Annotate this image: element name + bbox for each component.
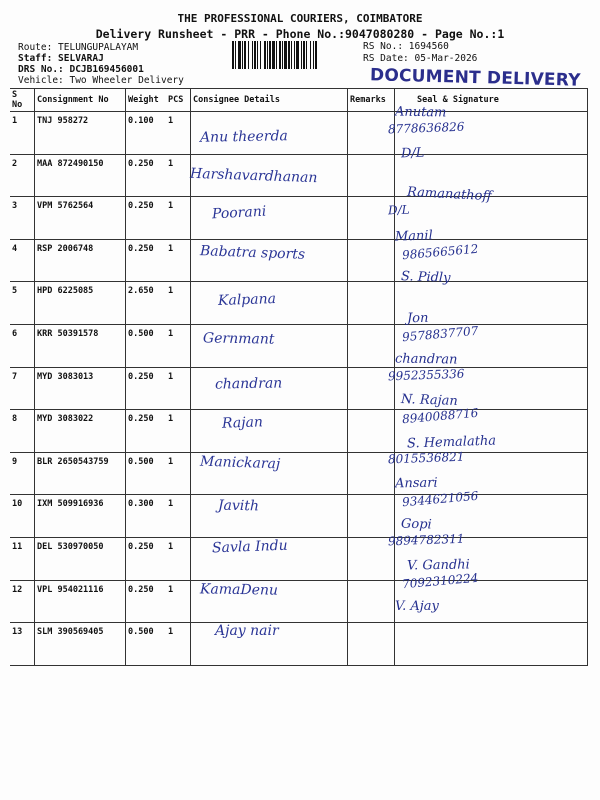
cell-weight: 0.250 bbox=[126, 367, 167, 410]
handwritten-consignee: Harshavardhanan bbox=[189, 165, 318, 187]
cell-consignment: MAA 872490150 bbox=[35, 154, 126, 197]
cell-remarks bbox=[348, 623, 395, 666]
staff-label: Staff: SELVARAJ bbox=[18, 53, 104, 64]
rs-date: RS Date: 05-Mar-2026 bbox=[363, 53, 478, 64]
handwritten-phone: 9952355336 bbox=[387, 366, 465, 384]
handwritten-phone: 9578837707 bbox=[401, 323, 479, 345]
cell-consignee-cell bbox=[191, 410, 348, 453]
handwritten-phone: 8778636826 bbox=[387, 119, 465, 137]
cell-consignment: BLR 2650543759 bbox=[35, 452, 126, 495]
col-consignment: Consignment No bbox=[35, 89, 126, 112]
cell-pcs: 1 bbox=[166, 282, 191, 325]
cell-weight: 0.250 bbox=[126, 197, 167, 240]
handwritten-phone: 9865665612 bbox=[401, 241, 479, 262]
cell-consignment: VPM 5762564 bbox=[35, 197, 126, 240]
runsheet-subtitle: Delivery Runsheet - PRR - Phone No.:9047080280 - Page No.:1 bbox=[95, 27, 505, 41]
handwritten-phone: 9894782311 bbox=[387, 531, 465, 549]
drs-label: DRS No.: DCJB169456001 bbox=[18, 64, 144, 75]
cell-sno: 6 bbox=[10, 324, 35, 367]
cell-sno: 4 bbox=[10, 239, 35, 282]
cell-consignment: HPD 6225085 bbox=[35, 282, 126, 325]
signature: chandran bbox=[394, 351, 458, 368]
handwritten-consignee: Gernmant bbox=[202, 330, 275, 348]
handwritten-consignee: chandran bbox=[214, 375, 283, 393]
cell-weight: 0.500 bbox=[126, 623, 167, 666]
cell-pcs: 1 bbox=[166, 580, 191, 623]
handwritten-consignee: Savla Indu bbox=[211, 537, 288, 557]
cell-weight: 0.250 bbox=[126, 239, 167, 282]
cell-remarks bbox=[348, 580, 395, 623]
cell-remarks bbox=[348, 154, 395, 197]
table-row bbox=[10, 367, 588, 410]
rs-number: RS No.: 1694560 bbox=[363, 41, 449, 52]
cell-pcs: 1 bbox=[166, 154, 191, 197]
cell-weight: 0.100 bbox=[126, 112, 167, 155]
cell-seal bbox=[395, 623, 588, 666]
handwritten-consignee: KamaDenu bbox=[199, 581, 279, 599]
cell-pcs: 1 bbox=[166, 410, 191, 453]
table-row bbox=[10, 495, 588, 538]
table-row bbox=[10, 324, 588, 367]
cell-sno: 12 bbox=[10, 580, 35, 623]
cell-weight: 0.250 bbox=[126, 154, 167, 197]
cell-consignment: KRR 50391578 bbox=[35, 324, 126, 367]
cell-weight: 2.650 bbox=[126, 282, 167, 325]
handwritten-phone: 8015536821 bbox=[387, 449, 465, 466]
col-weight: Weight bbox=[126, 89, 167, 112]
table-row bbox=[10, 452, 588, 495]
cell-sno: 13 bbox=[10, 623, 35, 666]
col-sno: S No bbox=[10, 89, 35, 112]
table-row bbox=[10, 537, 588, 580]
cell-sno: 1 bbox=[10, 112, 35, 155]
signature: V. Ajay bbox=[395, 599, 439, 615]
signature: Ramanathoff bbox=[406, 185, 493, 205]
cell-pcs: 1 bbox=[166, 197, 191, 240]
col-remarks: Remarks bbox=[348, 89, 395, 112]
signature: Gopi bbox=[400, 516, 432, 533]
cell-weight: 0.500 bbox=[126, 324, 167, 367]
cell-pcs: 1 bbox=[166, 239, 191, 282]
signature: Anutam bbox=[394, 104, 447, 121]
handwritten-consignee: Kalpana bbox=[217, 290, 277, 309]
handwritten-consignee: Poorani bbox=[211, 203, 267, 223]
handwritten-phone: 9344621056 bbox=[401, 488, 479, 510]
signature: Ansari bbox=[394, 475, 438, 492]
signature: Manil bbox=[394, 227, 434, 245]
cell-sno: 9 bbox=[10, 452, 35, 495]
handwritten-phone: 7092310224 bbox=[401, 570, 479, 592]
cell-weight: 0.250 bbox=[126, 537, 167, 580]
signature: Jon bbox=[406, 310, 429, 327]
signature: D/L bbox=[400, 145, 425, 162]
cell-weight: 0.300 bbox=[126, 495, 167, 538]
handwritten-consignee: Babatra sports bbox=[199, 242, 306, 263]
cell-consignment: RSP 2006748 bbox=[35, 239, 126, 282]
route-label: Route: TELUNGUPALAYAM bbox=[18, 42, 139, 53]
handwritten-consignee: Rajan bbox=[221, 414, 264, 433]
barcode-bar bbox=[317, 41, 318, 69]
cell-sno: 5 bbox=[10, 282, 35, 325]
handwritten-consignee: Javith bbox=[217, 497, 260, 515]
cell-sno: 2 bbox=[10, 154, 35, 197]
signature: V. Gandhi bbox=[406, 557, 470, 574]
cell-pcs: 1 bbox=[166, 112, 191, 155]
handwritten-consignee: Anu theerda bbox=[199, 128, 288, 146]
cell-pcs: 1 bbox=[166, 367, 191, 410]
cell-pcs: 1 bbox=[166, 452, 191, 495]
cell-sno: 11 bbox=[10, 537, 35, 580]
cell-consignee-cell bbox=[191, 495, 348, 538]
signature: N. Rajan bbox=[400, 392, 459, 410]
barcode bbox=[232, 41, 360, 69]
handwritten-phone: D/L bbox=[387, 203, 410, 218]
cell-sno: 7 bbox=[10, 367, 35, 410]
cell-consignment: VPL 954021116 bbox=[35, 580, 126, 623]
cell-weight: 0.250 bbox=[126, 410, 167, 453]
signature: S. Hemalatha bbox=[406, 433, 497, 452]
cell-pcs: 1 bbox=[166, 324, 191, 367]
cell-weight: 0.250 bbox=[126, 580, 167, 623]
cell-remarks bbox=[348, 282, 395, 325]
cell-consignment: IXM 509916936 bbox=[35, 495, 126, 538]
vehicle-label: Vehicle: Two Wheeler Delivery bbox=[18, 75, 184, 86]
handwritten-phone: 8940088716 bbox=[401, 406, 479, 427]
cell-remarks bbox=[348, 324, 395, 367]
cell-consignment: DEL 530970050 bbox=[35, 537, 126, 580]
signature: S. Pidly bbox=[400, 268, 451, 286]
table-row bbox=[10, 197, 588, 240]
col-seal: Seal & Signature bbox=[395, 89, 588, 112]
cell-pcs: 1 bbox=[166, 623, 191, 666]
cell-pcs: 1 bbox=[166, 537, 191, 580]
document-delivery-stamp: DOCUMENT DELIVERY bbox=[369, 65, 581, 91]
cell-sno: 10 bbox=[10, 495, 35, 538]
table-row bbox=[10, 410, 588, 453]
table-row bbox=[10, 580, 588, 623]
cell-weight: 0.500 bbox=[126, 452, 167, 495]
cell-pcs: 1 bbox=[166, 495, 191, 538]
table-row bbox=[10, 112, 588, 155]
cell-consignment: SLM 390569405 bbox=[35, 623, 126, 666]
cell-remarks bbox=[348, 495, 395, 538]
cell-consignment: MYD 3083022 bbox=[35, 410, 126, 453]
cell-consignment: TNJ 958272 bbox=[35, 112, 126, 155]
table-header-row bbox=[10, 89, 588, 112]
col-consignee: Consignee Details bbox=[191, 89, 348, 112]
table-row bbox=[10, 623, 588, 666]
cell-sno: 8 bbox=[10, 410, 35, 453]
cell-sno: 3 bbox=[10, 197, 35, 240]
company-title: THE PROFESSIONAL COURIERS, COIMBATORE bbox=[177, 12, 423, 25]
table-row bbox=[10, 282, 588, 325]
cell-remarks bbox=[348, 239, 395, 282]
cell-remarks bbox=[348, 410, 395, 453]
col-pcs: PCS bbox=[166, 89, 191, 112]
handwritten-consignee: Ajay nair bbox=[215, 623, 279, 640]
handwritten-consignee: Manickaraj bbox=[199, 453, 281, 472]
cell-consignment: MYD 3083013 bbox=[35, 367, 126, 410]
